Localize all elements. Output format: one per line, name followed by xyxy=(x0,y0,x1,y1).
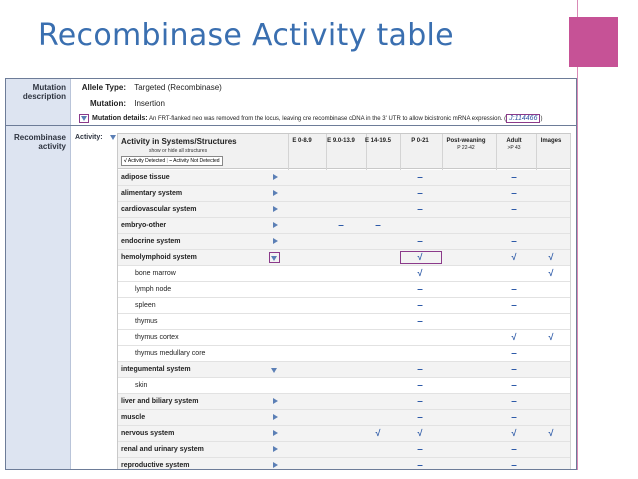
column-header-label: E 14-19.5 xyxy=(364,138,392,144)
activity-not-detected-mark: – xyxy=(511,188,517,199)
expand-arrow-icon[interactable] xyxy=(273,462,278,468)
activity-detected-mark: √ xyxy=(417,268,423,278)
structure-row xyxy=(118,330,570,346)
activity-not-detected-mark: – xyxy=(417,204,423,215)
legend-not-detected: Activity Not Detected xyxy=(173,158,220,164)
activity-legend: √ Activity Detected | – Activity Not Detected xyxy=(121,156,223,166)
mutation-label: Mutation: xyxy=(90,99,126,108)
column-header xyxy=(280,138,324,145)
row-label: thymus cortex xyxy=(135,334,179,341)
section-divider xyxy=(6,125,577,126)
column-header xyxy=(529,138,573,145)
grid-title: Activity in Systems/Structures xyxy=(121,137,237,146)
expand-arrow-icon[interactable] xyxy=(273,446,278,452)
activity-detected-mark: √ xyxy=(417,428,423,438)
structure-row xyxy=(118,378,570,394)
expand-arrow-icon[interactable] xyxy=(273,238,278,244)
mutation-value: Insertion xyxy=(134,99,165,108)
allele-type-value: Targeted (Recombinase) xyxy=(134,83,222,92)
system-row xyxy=(118,426,570,442)
row-label[interactable]: renal and urinary system xyxy=(121,446,204,453)
column-header-label: Adult xyxy=(506,138,522,144)
expand-arrow-icon[interactable] xyxy=(273,398,278,404)
activity-not-detected-mark: – xyxy=(511,412,517,423)
activity-not-detected-mark: – xyxy=(417,396,423,407)
mutation-row xyxy=(76,99,165,108)
activity-not-detected-mark: – xyxy=(511,348,517,359)
structure-row xyxy=(118,346,570,362)
mutation-details-row: Mutation details: An FRT-flanked neo was removed from the locus, leaving cre recombinase cDNA in the 3' UTR to allow bicistronic mRNA expression. ( J:114466 ) xyxy=(79,114,542,123)
column-header-label: E 9.0-13.9 xyxy=(327,138,355,144)
slide-title: Recombinase Activity table xyxy=(38,18,454,53)
row-label[interactable]: adipose tissue xyxy=(121,174,170,181)
system-row xyxy=(118,442,570,458)
structure-row xyxy=(118,298,570,314)
row-label[interactable]: liver and biliary system xyxy=(121,398,199,405)
highlight-box xyxy=(269,252,280,263)
column-divider xyxy=(570,134,571,470)
column-header xyxy=(444,138,488,152)
mutation-details-text: An FRT-flanked neo was removed from the locus, leaving cre recombinase cDNA in the 3' UTR to allow bicistronic mRNA expression. xyxy=(148,116,503,123)
activity-not-detected-mark: – xyxy=(417,236,423,247)
allele-type-label: Allele Type: xyxy=(81,83,126,92)
expand-arrow-icon[interactable] xyxy=(273,414,278,420)
mutation-details-label: Mutation details: xyxy=(92,115,148,123)
row-label[interactable]: embryo-other xyxy=(121,222,167,229)
legend-detected: Activity Detected xyxy=(127,158,166,164)
allele-type-row xyxy=(76,83,222,92)
column-header-label: Images xyxy=(540,138,562,144)
activity-not-detected-mark: – xyxy=(417,172,423,183)
row-label: thymus medullary core xyxy=(135,350,206,357)
expand-arrow-icon[interactable] xyxy=(273,222,278,228)
activity-not-detected-mark: – xyxy=(417,364,423,375)
column-header-label: P 0-21 xyxy=(411,138,429,144)
show-hide-link[interactable]: show or hide all structures xyxy=(149,148,208,154)
recombinase-section-label: Recombinase activity xyxy=(6,126,71,470)
activity-panel xyxy=(5,78,577,470)
column-header-label: E 0-8.9 xyxy=(292,138,312,144)
decorative-line xyxy=(577,0,578,470)
activity-not-detected-mark: – xyxy=(417,460,423,470)
row-label[interactable]: alimentary system xyxy=(121,190,183,197)
system-row xyxy=(118,458,570,470)
activity-not-detected-mark: – xyxy=(417,300,423,311)
column-header-sub: >P 43 xyxy=(507,145,521,151)
activity-detected-mark: √ xyxy=(511,428,517,438)
row-label[interactable]: muscle xyxy=(121,414,146,421)
structure-row xyxy=(118,282,570,298)
row-label: lymph node xyxy=(135,286,172,293)
activity-not-detected-mark: – xyxy=(417,316,423,327)
collapse-arrow-icon[interactable] xyxy=(271,368,277,373)
column-header-label: Post-weaning xyxy=(446,138,486,144)
expand-arrow-icon[interactable] xyxy=(273,430,278,436)
activity-not-detected-mark: – xyxy=(375,220,381,231)
toggle-details-icon[interactable] xyxy=(79,114,89,123)
activity-label: Activity: xyxy=(75,134,103,141)
system-row xyxy=(118,394,570,410)
activity-detected-mark: √ xyxy=(511,332,517,342)
activity-not-detected-mark: – xyxy=(511,236,517,247)
activity-detected-mark: √ xyxy=(548,428,554,438)
row-label[interactable]: nervous system xyxy=(121,430,175,437)
dash-icon: – xyxy=(169,158,172,164)
row-label: thymus xyxy=(135,318,158,325)
system-row xyxy=(118,234,570,250)
system-row xyxy=(118,186,570,202)
system-row xyxy=(118,250,570,266)
activity-grid xyxy=(117,133,571,470)
activity-not-detected-mark: – xyxy=(511,284,517,295)
activity-caret-icon[interactable] xyxy=(110,135,116,140)
activity-detected-mark: √ xyxy=(511,252,517,262)
activity-not-detected-mark: – xyxy=(511,396,517,407)
activity-not-detected-mark: – xyxy=(338,220,344,231)
structure-row xyxy=(118,314,570,330)
system-row xyxy=(118,202,570,218)
row-label[interactable]: reproductive system xyxy=(121,462,190,469)
row-label[interactable]: endocrine system xyxy=(121,238,181,245)
system-row xyxy=(118,362,570,378)
activity-detected-mark: √ xyxy=(417,252,423,262)
activity-detected-mark: √ xyxy=(548,332,554,342)
activity-not-detected-mark: – xyxy=(511,444,517,455)
activity-not-detected-mark: – xyxy=(511,172,517,183)
activity-not-detected-mark: – xyxy=(417,412,423,423)
column-header-sub: P 22-42 xyxy=(457,145,475,151)
column-header xyxy=(398,138,442,145)
expand-arrow-icon[interactable] xyxy=(273,190,278,196)
decorative-square xyxy=(569,17,618,67)
activity-not-detected-mark: – xyxy=(417,444,423,455)
row-label: bone marrow xyxy=(135,270,176,277)
expand-arrow-icon[interactable] xyxy=(273,206,278,212)
activity-detected-mark: √ xyxy=(548,252,554,262)
expand-arrow-icon[interactable] xyxy=(273,174,278,180)
activity-detected-mark: √ xyxy=(548,268,554,278)
row-label[interactable]: cardiovascular system xyxy=(121,206,197,213)
activity-detected-mark: √ xyxy=(375,428,381,438)
activity-not-detected-mark: – xyxy=(511,364,517,375)
activity-not-detected-mark: – xyxy=(417,188,423,199)
column-header xyxy=(356,138,400,145)
activity-not-detected-mark: – xyxy=(417,284,423,295)
row-label: skin xyxy=(135,382,148,389)
system-row xyxy=(118,410,570,426)
activity-not-detected-mark: – xyxy=(511,300,517,311)
activity-not-detected-mark: – xyxy=(511,460,517,470)
structure-row xyxy=(118,266,570,282)
system-row xyxy=(118,218,570,234)
row-label[interactable]: hemolymphoid system xyxy=(121,254,197,261)
system-row xyxy=(118,170,570,186)
activity-not-detected-mark: – xyxy=(417,380,423,391)
activity-not-detected-mark: – xyxy=(511,204,517,215)
activity-not-detected-mark: – xyxy=(511,380,517,391)
row-label[interactable]: integumental system xyxy=(121,366,191,373)
check-icon: √ xyxy=(124,158,127,164)
row-label: spleen xyxy=(135,302,156,309)
mutation-section-label: Mutation description xyxy=(6,79,71,125)
reference-link[interactable]: J:114466 xyxy=(506,114,540,123)
